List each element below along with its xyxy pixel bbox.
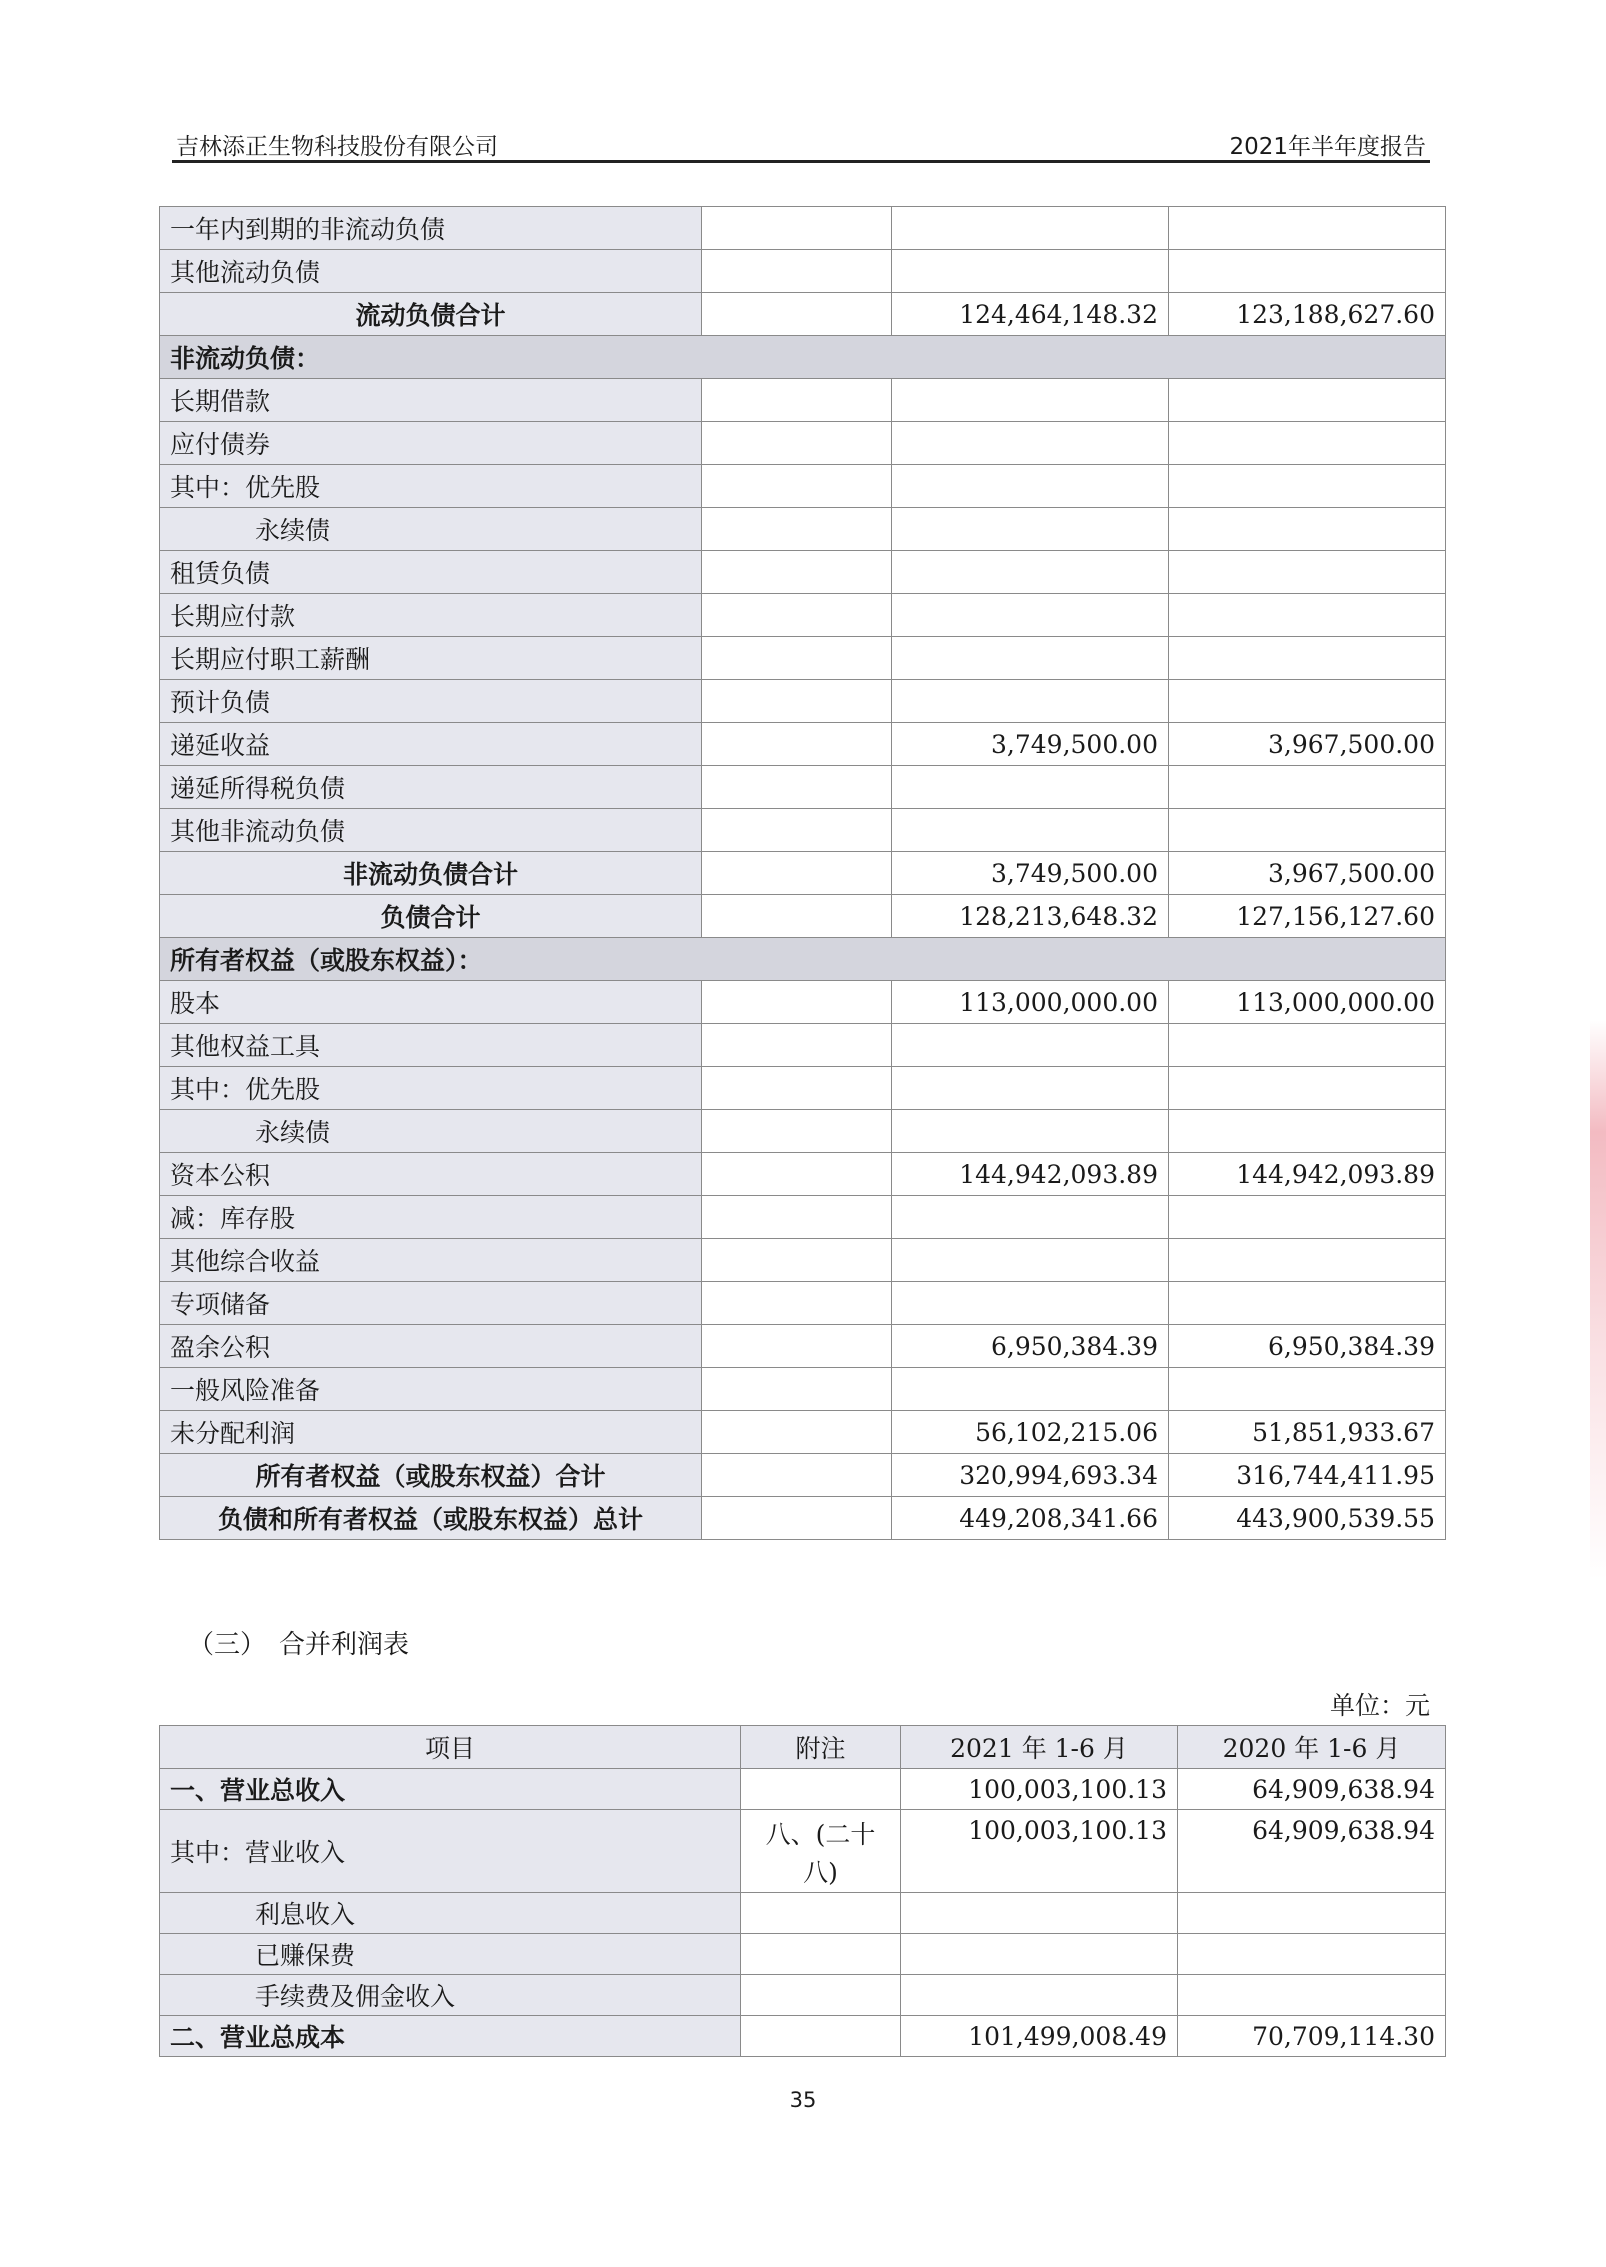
table-row bbox=[160, 1368, 1446, 1411]
current-period-value: 3,749,500.00 bbox=[892, 723, 1169, 766]
header-item: 项目 bbox=[160, 1726, 741, 1769]
table-row bbox=[160, 1497, 1446, 1540]
prior-period-value: 316,744,411.95 bbox=[1169, 1454, 1446, 1497]
prior-period-value: 64,909,638.94 bbox=[1178, 1769, 1446, 1810]
prior-period-value: 113,000,000.00 bbox=[1169, 981, 1446, 1024]
header-period-2020: 2020 年 1-6 月 bbox=[1178, 1726, 1446, 1769]
current-period-value bbox=[892, 250, 1169, 293]
row-label: 所有者权益（或股东权益）合计 bbox=[160, 1454, 702, 1497]
current-period-value: 100,003,100.13 bbox=[901, 1769, 1178, 1810]
row-label: 其他权益工具 bbox=[160, 1024, 702, 1067]
header-period-2021: 2021 年 1-6 月 bbox=[901, 1726, 1178, 1769]
current-period-value bbox=[892, 680, 1169, 723]
table-row bbox=[160, 465, 1446, 508]
prior-period-value bbox=[1169, 422, 1446, 465]
row-label: 二、营业总成本 bbox=[160, 2016, 741, 2057]
table-row bbox=[160, 508, 1446, 551]
row-label: 永续债 bbox=[160, 508, 702, 551]
table-row bbox=[160, 680, 1446, 723]
income-header-row bbox=[160, 1726, 1446, 1769]
row-label: 递延所得税负债 bbox=[160, 766, 702, 809]
prior-period-value: 127,156,127.60 bbox=[1169, 895, 1446, 938]
current-period-value: 100,003,100.13 bbox=[901, 1810, 1178, 1893]
prior-period-value bbox=[1178, 1934, 1446, 1975]
current-period-value bbox=[892, 551, 1169, 594]
note-cell bbox=[702, 680, 892, 723]
table-row bbox=[160, 1975, 1446, 2016]
row-label: 永续债 bbox=[160, 1110, 702, 1153]
row-label: 负债合计 bbox=[160, 895, 702, 938]
note-cell bbox=[702, 1067, 892, 1110]
note-cell bbox=[702, 1024, 892, 1067]
row-label: 其他综合收益 bbox=[160, 1239, 702, 1282]
current-period-value: 6,950,384.39 bbox=[892, 1325, 1169, 1368]
table-row bbox=[160, 895, 1446, 938]
prior-period-value bbox=[1169, 508, 1446, 551]
current-period-value bbox=[892, 1067, 1169, 1110]
note-cell bbox=[702, 723, 892, 766]
current-period-value bbox=[892, 508, 1169, 551]
table-row bbox=[160, 938, 1446, 981]
prior-period-value: 51,851,933.67 bbox=[1169, 1411, 1446, 1454]
table-row bbox=[160, 1769, 1446, 1810]
row-label: 未分配利润 bbox=[160, 1411, 702, 1454]
table-row bbox=[160, 293, 1446, 336]
row-label: 负债和所有者权益（或股东权益）总计 bbox=[160, 1497, 702, 1540]
table-row bbox=[160, 1153, 1446, 1196]
current-period-value: 128,213,648.32 bbox=[892, 895, 1169, 938]
note-cell bbox=[702, 1325, 892, 1368]
prior-period-value: 123,188,627.60 bbox=[1169, 293, 1446, 336]
current-period-value bbox=[892, 637, 1169, 680]
row-label: 专项储备 bbox=[160, 1282, 702, 1325]
row-label: 预计负债 bbox=[160, 680, 702, 723]
note-cell bbox=[741, 1769, 901, 1810]
note-cell bbox=[741, 1893, 901, 1934]
note-cell bbox=[702, 852, 892, 895]
table-row bbox=[160, 379, 1446, 422]
row-label: 非流动负债合计 bbox=[160, 852, 702, 895]
table-row bbox=[160, 637, 1446, 680]
note-cell bbox=[702, 379, 892, 422]
table-row bbox=[160, 1024, 1446, 1067]
current-period-value: 56,102,215.06 bbox=[892, 1411, 1169, 1454]
note-cell bbox=[702, 1239, 892, 1282]
prior-period-value: 70,709,114.30 bbox=[1178, 2016, 1446, 2057]
prior-period-value bbox=[1169, 637, 1446, 680]
prior-period-value bbox=[1169, 250, 1446, 293]
income-statement-table bbox=[159, 1725, 1446, 2057]
prior-period-value: 64,909,638.94 bbox=[1178, 1810, 1446, 1893]
note-cell bbox=[702, 1411, 892, 1454]
section-heading: 所有者权益（或股东权益）： bbox=[160, 938, 1446, 981]
note-cell bbox=[702, 1196, 892, 1239]
table-row bbox=[160, 1067, 1446, 1110]
table-row bbox=[160, 809, 1446, 852]
header-divider bbox=[172, 160, 1430, 163]
prior-period-value bbox=[1178, 1893, 1446, 1934]
prior-period-value bbox=[1169, 465, 1446, 508]
table-row bbox=[160, 250, 1446, 293]
note-cell bbox=[702, 809, 892, 852]
row-label: 其中：营业收入 bbox=[160, 1810, 741, 1893]
table-row bbox=[160, 1196, 1446, 1239]
current-period-value: 3,749,500.00 bbox=[892, 852, 1169, 895]
note-cell bbox=[702, 637, 892, 680]
note-cell bbox=[702, 1368, 892, 1411]
table-row bbox=[160, 1934, 1446, 1975]
current-period-value bbox=[892, 207, 1169, 250]
row-label: 应付债券 bbox=[160, 422, 702, 465]
current-period-value: 101,499,008.49 bbox=[901, 2016, 1178, 2057]
note-cell bbox=[702, 594, 892, 637]
prior-period-value bbox=[1169, 1282, 1446, 1325]
prior-period-value bbox=[1169, 1024, 1446, 1067]
current-period-value bbox=[901, 1975, 1178, 2016]
table-row bbox=[160, 594, 1446, 637]
table-row bbox=[160, 723, 1446, 766]
table-row bbox=[160, 1239, 1446, 1282]
balance-sheet-table bbox=[159, 206, 1446, 1540]
prior-period-value bbox=[1169, 1067, 1446, 1110]
table-row bbox=[160, 852, 1446, 895]
table-row bbox=[160, 1893, 1446, 1934]
current-period-value bbox=[892, 1282, 1169, 1325]
row-label: 手续费及佣金收入 bbox=[160, 1975, 741, 2016]
row-label: 其中：优先股 bbox=[160, 465, 702, 508]
seal-stamp-edge bbox=[1590, 1020, 1606, 1580]
row-label: 租赁负债 bbox=[160, 551, 702, 594]
prior-period-value bbox=[1169, 1196, 1446, 1239]
note-cell bbox=[741, 1934, 901, 1975]
prior-period-value bbox=[1169, 1368, 1446, 1411]
current-period-value bbox=[892, 1110, 1169, 1153]
note-cell bbox=[741, 1975, 901, 2016]
current-period-value bbox=[892, 465, 1169, 508]
note-cell bbox=[702, 1282, 892, 1325]
report-title: 2021年半年度报告 bbox=[1229, 134, 1426, 160]
note-cell bbox=[702, 1153, 892, 1196]
note-cell bbox=[702, 895, 892, 938]
table-row bbox=[160, 551, 1446, 594]
table-row bbox=[160, 1411, 1446, 1454]
note-cell bbox=[702, 551, 892, 594]
prior-period-value: 3,967,500.00 bbox=[1169, 852, 1446, 895]
note-cell bbox=[702, 1497, 892, 1540]
current-period-value: 144,942,093.89 bbox=[892, 1153, 1169, 1196]
table-row bbox=[160, 2016, 1446, 2057]
table-row bbox=[160, 1282, 1446, 1325]
prior-period-value: 443,900,539.55 bbox=[1169, 1497, 1446, 1540]
row-label: 利息收入 bbox=[160, 1893, 741, 1934]
current-period-value bbox=[892, 1024, 1169, 1067]
note-cell bbox=[702, 465, 892, 508]
row-label: 其他非流动负债 bbox=[160, 809, 702, 852]
table-row bbox=[160, 766, 1446, 809]
current-period-value bbox=[901, 1934, 1178, 1975]
row-label: 盈余公积 bbox=[160, 1325, 702, 1368]
row-label: 已赚保费 bbox=[160, 1934, 741, 1975]
row-label: 资本公积 bbox=[160, 1153, 702, 1196]
current-period-value bbox=[901, 1893, 1178, 1934]
current-period-value bbox=[892, 809, 1169, 852]
table-row bbox=[160, 1325, 1446, 1368]
row-label: 递延收益 bbox=[160, 723, 702, 766]
current-period-value: 113,000,000.00 bbox=[892, 981, 1169, 1024]
prior-period-value bbox=[1169, 809, 1446, 852]
current-period-value bbox=[892, 594, 1169, 637]
unit-label: 单位：元 bbox=[1329, 1691, 1430, 1720]
prior-period-value bbox=[1169, 1110, 1446, 1153]
row-label: 长期应付职工薪酬 bbox=[160, 637, 702, 680]
note-cell: 八、(二十八) bbox=[741, 1810, 901, 1893]
table-row bbox=[160, 207, 1446, 250]
prior-period-value bbox=[1169, 1239, 1446, 1282]
row-label: 长期应付款 bbox=[160, 594, 702, 637]
note-cell bbox=[702, 981, 892, 1024]
prior-period-value bbox=[1169, 594, 1446, 637]
note-cell bbox=[702, 766, 892, 809]
row-label: 其他流动负债 bbox=[160, 250, 702, 293]
prior-period-value bbox=[1169, 766, 1446, 809]
row-label: 其中：优先股 bbox=[160, 1067, 702, 1110]
table-row bbox=[160, 1110, 1446, 1153]
prior-period-value: 144,942,093.89 bbox=[1169, 1153, 1446, 1196]
prior-period-value bbox=[1169, 379, 1446, 422]
table-row bbox=[160, 1454, 1446, 1497]
row-label: 一般风险准备 bbox=[160, 1368, 702, 1411]
table-row bbox=[160, 422, 1446, 465]
income-statement-title: （三） 合并利润表 bbox=[188, 1630, 410, 1660]
table-row bbox=[160, 981, 1446, 1024]
row-label: 一、营业总收入 bbox=[160, 1769, 741, 1810]
row-label: 股本 bbox=[160, 981, 702, 1024]
note-cell bbox=[702, 250, 892, 293]
note-cell bbox=[702, 422, 892, 465]
prior-period-value bbox=[1169, 680, 1446, 723]
section-heading: 非流动负债： bbox=[160, 336, 1446, 379]
row-label: 一年内到期的非流动负债 bbox=[160, 207, 702, 250]
current-period-value bbox=[892, 379, 1169, 422]
current-period-value bbox=[892, 1239, 1169, 1282]
current-period-value bbox=[892, 1368, 1169, 1411]
current-period-value bbox=[892, 1196, 1169, 1239]
prior-period-value bbox=[1178, 1975, 1446, 2016]
header-note: 附注 bbox=[741, 1726, 901, 1769]
note-cell bbox=[741, 2016, 901, 2057]
note-cell bbox=[702, 1110, 892, 1153]
row-label: 减：库存股 bbox=[160, 1196, 702, 1239]
table-row bbox=[160, 336, 1446, 379]
prior-period-value bbox=[1169, 207, 1446, 250]
page-number: 35 bbox=[789, 2088, 817, 2112]
row-label: 长期借款 bbox=[160, 379, 702, 422]
prior-period-value: 3,967,500.00 bbox=[1169, 723, 1446, 766]
company-name: 吉林添正生物科技股份有限公司 bbox=[176, 134, 498, 160]
current-period-value: 320,994,693.34 bbox=[892, 1454, 1169, 1497]
note-cell bbox=[702, 207, 892, 250]
current-period-value bbox=[892, 422, 1169, 465]
prior-period-value: 6,950,384.39 bbox=[1169, 1325, 1446, 1368]
note-cell bbox=[702, 508, 892, 551]
note-cell bbox=[702, 1454, 892, 1497]
note-cell bbox=[702, 293, 892, 336]
current-period-value: 449,208,341.66 bbox=[892, 1497, 1169, 1540]
current-period-value bbox=[892, 766, 1169, 809]
row-label: 流动负债合计 bbox=[160, 293, 702, 336]
current-period-value: 124,464,148.32 bbox=[892, 293, 1169, 336]
prior-period-value bbox=[1169, 551, 1446, 594]
table-row bbox=[160, 1810, 1446, 1893]
